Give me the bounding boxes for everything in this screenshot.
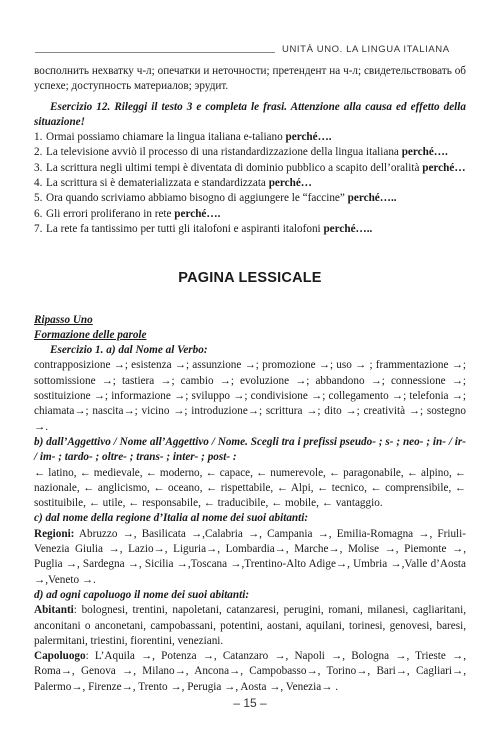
exercise-1b-text: ← latino, ← medievale, ← moderno, ← capace, ← numerevole, ← paragonabile, ← alpino, ← nazionale, ← anglicismo, ← oceano, ← rispettabile, ← Alpi, ← tecnico, ← comprensibile, ← sostituibile, ← utile, ← responsabile, ← traducibile, ← mobile, ← vantaggio. bbox=[34, 466, 466, 510]
formazione-heading: Formazione delle parole bbox=[34, 328, 147, 341]
exercise-1c-text: Regioni: Abruzzo →, Basilicata →,Calabria →, Campania →, Emilia-Romagna →, Friuli-Venezia Giulia →, Lazio→, Liguria→, Lombardia→, Marche→, Molise →, Piemonte →, Puglia →, Sardegna →, Sicilia →,Toscana →,Trentino-Alto Adige→, Umbria →,Valle d’Aosta →,Veneto →. bbox=[34, 527, 466, 586]
regioni-label: Regioni: bbox=[34, 527, 75, 540]
exercise-1d-capoluogo: Capoluogo: L’Aquila →, Potenza →, Catanzaro →, Napoli →, Bologna →, Trieste →, Roma→, Genova →, Milano→, Ancona→, Campobasso→, Torino→, Bari→, Cagliari→, Palermo→, Firenze→, Trento →, Perugia →, Aosta →, Venezia→ . bbox=[34, 650, 466, 693]
exercise-1d-abitanti: Abitanti: bolognesi, trentini, napoletani, catanzaresi, perugini, romani, milanesi, cagliaritani, anconitani o anconetani, campobassani, potentini, aostani, aquilani, torinesi, genovesi, baresi, palermitani, triestini, fiorentini, veneziani. bbox=[34, 604, 466, 647]
header-rule bbox=[35, 52, 275, 53]
page-number: – 15 – bbox=[233, 696, 267, 710]
exercise-1d-heading: d) ad ogni capoluogo il nome dei suoi abitanti: bbox=[34, 588, 250, 601]
list-item: 7. La rete fa tantissimo per tutti gli italofoni e aspiranti italofoni perché….. bbox=[34, 222, 373, 235]
section-title: PAGINA LESSICALE bbox=[178, 270, 322, 287]
list-item: 3. La scrittura negli ultimi tempi è diventata di dominio pubblico a scapito dell’oralità perché… bbox=[34, 161, 466, 174]
exercise-1c-heading: c) dal nome della regione d’Italia al nome dei suoi abitanti: bbox=[34, 512, 309, 525]
capoluogo-label: Capoluogo bbox=[34, 650, 86, 663]
list-item: 5. Ora quando scriviamo abbiamo bisogno di aggiungere le “faccine” perché….. bbox=[34, 192, 397, 205]
exercise-1a-text: contrapposizione →; esistenza →; assunzione →; promozione →; uso → ; frammentazione →; sottomissione →; tastiera →; cambio →; evoluzione →; abbandono →; connessione →; sostituizione →; informazione →; sviluppo →; condivisione →; collegamento →; telefonia →; chiamata→; nascita→; vicino →; introduzione→; scrittura →; dito →; creatività →; sostegno →. bbox=[34, 359, 466, 433]
intro-vocabulary-line: восполнить нехватку ч-л; опечатки и неточности; претендент на ч-л; свидетельствовать об успехе; доступность материалов; эрудит. bbox=[34, 65, 466, 93]
abitanti-label: Abitanti bbox=[34, 604, 74, 617]
list-item: 1. Ormai possiamo chiamare la lingua italiana e-taliano perché…. bbox=[34, 131, 332, 144]
list-item: 4. La scrittura si è dematerializzata e standardizzata perché… bbox=[34, 177, 312, 190]
exercise-12-heading: Esercizio 12. Rileggi il testo 3 e completa le frasi. Attenzione alla causa ed effetto della situazione! bbox=[34, 100, 466, 128]
page-content bbox=[34, 64, 466, 695]
list-item: 6. Gli errori proliferano in rete perché…. bbox=[34, 207, 221, 220]
exercise-12-list bbox=[34, 130, 466, 237]
exercise-1a-heading: Esercizio 1. a) dal Nome al Verbo: bbox=[50, 344, 208, 357]
exercise-1b-heading: b) dall’Aggettivo / Nome all’Aggettivo / Nome. Scegli tra i prefissi pseudo- ; s- ; neo- ; in- / ir- / im- ; tardo- ; oltre- ; trans- ; inter- ; post- : bbox=[34, 435, 466, 464]
ripasso-heading: Ripasso Uno bbox=[34, 313, 93, 326]
running-header: UNITÀ UNO. LA LINGUA ITALIANA bbox=[282, 44, 450, 55]
list-item: 2. La televisione avviò il processo di una ristandardizzazione della lingua italiana perché…. bbox=[34, 146, 448, 159]
